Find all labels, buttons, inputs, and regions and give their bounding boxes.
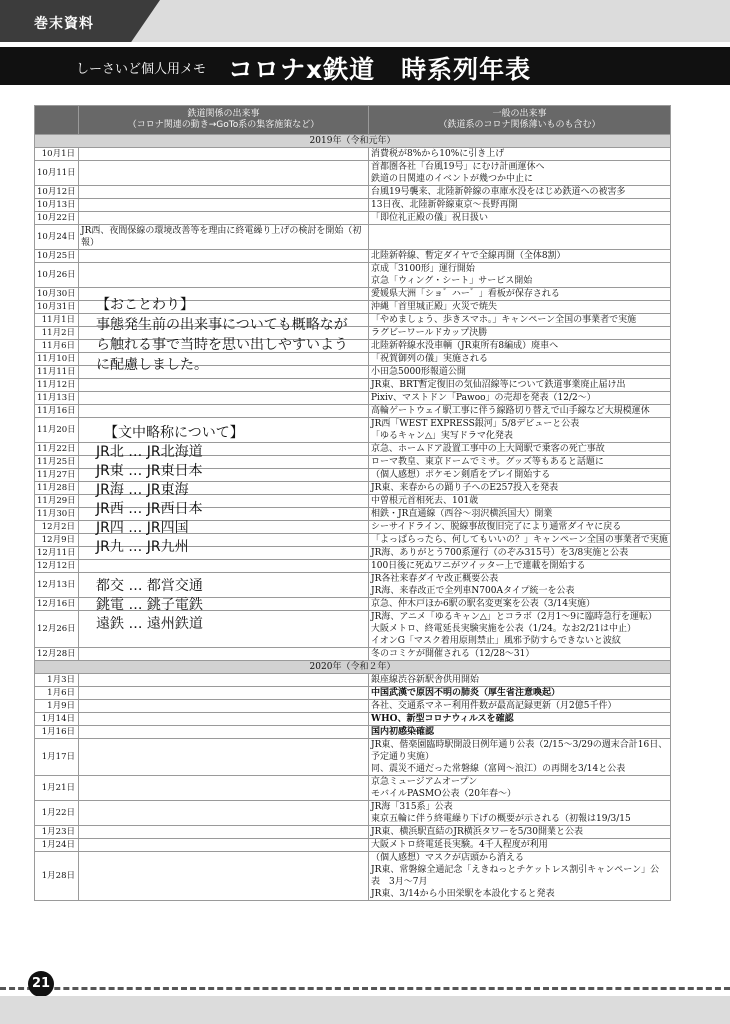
- general-event-cell: 沖縄「首里城正殿」火災で焼失: [369, 301, 671, 314]
- table-row: [35, 776, 671, 801]
- table-row: [35, 161, 671, 186]
- general-event-cell: 銀座線渋谷新駅舎供用開始: [369, 674, 671, 687]
- date-cell: 11月29日: [35, 495, 79, 508]
- general-event-cell: ローマ教皇、東京ドームでミサ。グッズ等もあると話題に: [369, 456, 671, 469]
- date-cell: 12月12日: [35, 560, 79, 573]
- general-event-cell: 13日夜、北陸新幹線東京～長野再開: [369, 199, 671, 212]
- general-event-cell: 消費税が8%から10%に引き上げ: [369, 148, 671, 161]
- rail-event-cell: JR西、夜間保線の環境改善等を理由に終電繰り上げの検討を開始（初報）: [79, 225, 369, 250]
- general-event-cell: 京急ミュージアムオープン モバイルPASMO公表（20年春～）: [369, 776, 671, 801]
- abbreviation-item: JR四 … JR四国: [96, 520, 189, 536]
- footer-dashed-line: [0, 987, 730, 990]
- date-cell: 12月9日: [35, 534, 79, 547]
- year-divider-row: [35, 135, 671, 148]
- table-row: [35, 250, 671, 263]
- rail-event-cell: [79, 700, 369, 713]
- date-cell: 10月12日: [35, 186, 79, 199]
- date-cell: 1月16日: [35, 726, 79, 739]
- year-divider-row: [35, 661, 671, 674]
- general-event-cell: （個人感想）ポケモン剣盾をプレイ開始する: [369, 469, 671, 482]
- general-event-cell: JR東、来春からの踊り子へのE257投入を発表: [369, 482, 671, 495]
- table-row: [35, 225, 671, 250]
- table-row: [35, 379, 671, 392]
- date-cell: 11月11日: [35, 366, 79, 379]
- date-cell: 11月27日: [35, 469, 79, 482]
- general-event-cell: 愛媛県大洲「ショ゛ハー゛」看板が保存される: [369, 288, 671, 301]
- rail-event-cell: [79, 801, 369, 826]
- rail-event-cell: [79, 148, 369, 161]
- table-row: [35, 674, 671, 687]
- general-event-cell: 京急、ホームドア設置工事中の上大岡駅で乗客の死亡事故: [369, 443, 671, 456]
- date-cell: 10月26日: [35, 263, 79, 288]
- date-cell: 10月25日: [35, 250, 79, 263]
- date-cell: 12月2日: [35, 521, 79, 534]
- general-event-cell: WHO、新型コロナウィルスを確認: [369, 713, 671, 726]
- date-cell: 1月23日: [35, 826, 79, 839]
- rail-event-cell: [79, 199, 369, 212]
- general-event-cell: 小田急5000形報道公開: [369, 366, 671, 379]
- rail-event-cell: [79, 687, 369, 700]
- general-event-cell: JR西「WEST EXPRESS銀河」5/8デビューと公表 「ゆるキャン△」実写ドラマ化発表: [369, 418, 671, 443]
- general-event-cell: 冬のコミケが開催される（12/28～31）: [369, 648, 671, 661]
- date-cell: 10月11日: [35, 161, 79, 186]
- general-event-cell: [369, 225, 671, 250]
- rail-event-cell: [79, 739, 369, 776]
- header-rail-events: 鉄道関係の出来事 （コロナ関連の動き→GoTo系の集客施策など）: [79, 106, 369, 135]
- table-row: [35, 826, 671, 839]
- general-event-cell: 国内初感染確認: [369, 726, 671, 739]
- table-row: [35, 687, 671, 700]
- date-cell: 11月28日: [35, 482, 79, 495]
- date-cell: 1月6日: [35, 687, 79, 700]
- table-row: [35, 405, 671, 418]
- general-event-cell: JR海、ありがとう700系運行（のぞみ315号）を3/8実施と公表: [369, 547, 671, 560]
- general-event-cell: 北陸新幹線水没車輌（JR東所有8編成）廃車へ: [369, 340, 671, 353]
- date-cell: 11月1日: [35, 314, 79, 327]
- abbreviation-title: 【文中略称について】: [104, 425, 244, 441]
- date-cell: 11月22日: [35, 443, 79, 456]
- abbreviation-item: 遠鉄 … 遠州鉄道: [96, 616, 203, 632]
- header-general-events: 一般の出来事 （鉄道系のコロナ関係薄いものも含む）: [369, 106, 671, 135]
- general-event-cell: JR東、BRT暫定復旧の気仙沼線等について鉄道事業廃止届け出: [369, 379, 671, 392]
- abbreviation-legend: [96, 424, 356, 634]
- abbreviation-item: JR東 … JR東日本: [96, 463, 203, 479]
- general-event-cell: （個人感想）マスクが店頭から消える JR東、常磐線全通記念「えきねっとチケットレス割引キャンペーン」公表 3月～7月 JR東、3/14から小田栄駅を本設化すると発表: [369, 852, 671, 901]
- general-event-cell: 100日後に死ぬワニがツイッター上で連載を開始する: [369, 560, 671, 573]
- date-cell: 11月30日: [35, 508, 79, 521]
- date-cell: 11月25日: [35, 456, 79, 469]
- rail-event-cell: [79, 674, 369, 687]
- table-row: [35, 801, 671, 826]
- general-event-cell: 京急、仲木戸ほか6駅の駅名変更案を公表（3/14実施）: [369, 598, 671, 611]
- date-cell: 1月28日: [35, 852, 79, 901]
- rail-event-cell: [79, 776, 369, 801]
- table-header-row: [35, 106, 671, 135]
- date-cell: 11月20日: [35, 418, 79, 443]
- table-row: [35, 726, 671, 739]
- abbreviation-item: JR海 … JR東海: [96, 482, 189, 498]
- table-row: [35, 839, 671, 852]
- date-cell: 12月26日: [35, 611, 79, 648]
- general-event-cell: 台風19号襲来、北陸新幹線の車庫水没をはじめ鉄道への被害多: [369, 186, 671, 199]
- date-cell: 11月6日: [35, 340, 79, 353]
- table-row: [35, 648, 671, 661]
- page-number: 21: [28, 971, 54, 997]
- general-event-cell: ラグビーワールドカップ決勝: [369, 327, 671, 340]
- date-cell: 1月21日: [35, 776, 79, 801]
- general-event-cell: 「やめましょう、歩きスマホ。」キャンペーン全国の事業者で実施: [369, 314, 671, 327]
- table-row: [35, 392, 671, 405]
- general-event-cell: 「祝賀御列の儀」実施される: [369, 353, 671, 366]
- date-cell: 1月9日: [35, 700, 79, 713]
- rail-event-cell: [79, 379, 369, 392]
- date-cell: 10月24日: [35, 225, 79, 250]
- rail-event-cell: [79, 839, 369, 852]
- general-event-cell: 「即位礼正殿の儀」祝日扱い: [369, 212, 671, 225]
- general-event-cell: 北陸新幹線、暫定ダイヤで全線再開（全体8割）: [369, 250, 671, 263]
- table-row: [35, 186, 671, 199]
- date-cell: 10月1日: [35, 148, 79, 161]
- table-row: [35, 148, 671, 161]
- date-cell: 1月22日: [35, 801, 79, 826]
- general-event-cell: JR海「315系」公表 東京五輪に伴う終電繰り下げの概要が示される（初報は19/3/15: [369, 801, 671, 826]
- date-cell: 10月22日: [35, 212, 79, 225]
- date-cell: 10月13日: [35, 199, 79, 212]
- general-event-cell: Pixiv、マストドン「Pawoo」の売却を発表（12/2～）: [369, 392, 671, 405]
- abbreviation-item: JR西 … JR西日本: [96, 501, 203, 517]
- date-cell: 1月3日: [35, 674, 79, 687]
- legend-spacer: [96, 557, 356, 577]
- date-cell: 1月24日: [35, 839, 79, 852]
- abbreviation-item: JR北 … JR北海道: [96, 444, 203, 460]
- rail-event-cell: [79, 186, 369, 199]
- date-cell: 10月31日: [35, 301, 79, 314]
- rail-event-cell: [79, 405, 369, 418]
- date-cell: 11月12日: [35, 379, 79, 392]
- table-row: [35, 852, 671, 901]
- disclaimer-body: 事態発生前の出来事についても概略ながら触れる事で当時を思い出しやすいように配慮しました。: [96, 317, 348, 373]
- date-cell: 12月28日: [35, 648, 79, 661]
- date-cell: 11月13日: [35, 392, 79, 405]
- disclaimer-note: [96, 295, 358, 375]
- date-cell: 11月16日: [35, 405, 79, 418]
- rail-event-cell: [79, 161, 369, 186]
- general-event-cell: JR東、横浜駅直結のJR横浜タワーを5/30開業と公表: [369, 826, 671, 839]
- rail-event-cell: [79, 392, 369, 405]
- date-cell: 1月14日: [35, 713, 79, 726]
- table-row: [35, 212, 671, 225]
- date-cell: 12月11日: [35, 547, 79, 560]
- abbreviation-item: 都交 … 都営交通: [96, 578, 203, 594]
- general-event-cell: シーサイドライン、脱線事故復旧完了により通常ダイヤに戻る: [369, 521, 671, 534]
- rail-event-cell: [79, 713, 369, 726]
- date-cell: 10月30日: [35, 288, 79, 301]
- title-bar: [0, 47, 730, 85]
- rail-event-cell: [79, 826, 369, 839]
- date-cell: 1月17日: [35, 739, 79, 776]
- rail-event-cell: [79, 263, 369, 288]
- page-subtitle: しーさいど個人用メモ: [76, 62, 207, 77]
- rail-event-cell: [79, 648, 369, 661]
- table-row: [35, 700, 671, 713]
- general-event-cell: JR海、アニメ「ゆるキャン△」とコラボ（2月1～9に臨時急行を運転） 大阪メトロ、終電延長実験実施を公表（1/24。なお2/21は中止） イオンG「マスク着用原則禁止」風邪予防すらできないと波紋: [369, 611, 671, 648]
- section-label: 巻末資料: [34, 16, 94, 32]
- rail-event-cell: [79, 726, 369, 739]
- header-date-cell: [35, 106, 79, 135]
- page-title: コロナx鉄道 時系列年表: [228, 55, 532, 84]
- general-event-cell: 中国武漢で原因不明の肺炎（厚生省注意喚起）: [369, 687, 671, 700]
- table-row: [35, 199, 671, 212]
- bottom-band: [0, 996, 730, 1024]
- general-event-cell: 各社、交通系マネー利用件数が最高記録更新（月2億5千件）: [369, 700, 671, 713]
- general-event-cell: JR各社来春ダイヤ改正概要公表 JR海、来春改正で全列車N700Aタイプ統一を公表: [369, 573, 671, 598]
- date-cell: 11月10日: [35, 353, 79, 366]
- abbreviation-item: 銚電 … 銚子電鉄: [96, 597, 203, 613]
- rail-event-cell: [79, 212, 369, 225]
- table-row: [35, 713, 671, 726]
- rail-event-cell: [79, 250, 369, 263]
- general-event-cell: 大阪メトロ終電延長実験。4千人程度が利用: [369, 839, 671, 852]
- general-event-cell: JR東、偕楽園臨時駅開設日例年通り公表（2/15～3/29の週末合計16日、予定通り実施） 同、震災不通だった常磐線（富岡～浪江）の再開を3/14と公表: [369, 739, 671, 776]
- year-label: 2019年（令和元年）: [35, 135, 671, 148]
- general-event-cell: 「よっぱらったら、何してもいいの？」キャンペーン全国の事業者で実施: [369, 534, 671, 547]
- disclaimer-heading: 【おことわり】: [96, 297, 194, 313]
- abbreviation-item: JR九 … JR九州: [96, 539, 189, 555]
- year-label: 2020年（令和２年）: [35, 661, 671, 674]
- table-row: [35, 263, 671, 288]
- rail-event-cell: [79, 852, 369, 901]
- table-row: [35, 739, 671, 776]
- date-cell: 11月2日: [35, 327, 79, 340]
- date-cell: 12月16日: [35, 598, 79, 611]
- general-event-cell: 首都圏各社「台風19号」にむけ計画運休へ 鉄道の日関連のイベントが幾つか中止に: [369, 161, 671, 186]
- general-event-cell: 中曽根元首相死去、101歳: [369, 495, 671, 508]
- general-event-cell: 高輪ゲートウェイ駅工事に伴う線路切り替えで山手線など大規模運休: [369, 405, 671, 418]
- general-event-cell: 京成「3100形」運行開始 京急「ウィング・シート」サービス開始: [369, 263, 671, 288]
- date-cell: 12月13日: [35, 573, 79, 598]
- general-event-cell: 相鉄・JR直通線（西谷～羽沢横浜国大）開業: [369, 508, 671, 521]
